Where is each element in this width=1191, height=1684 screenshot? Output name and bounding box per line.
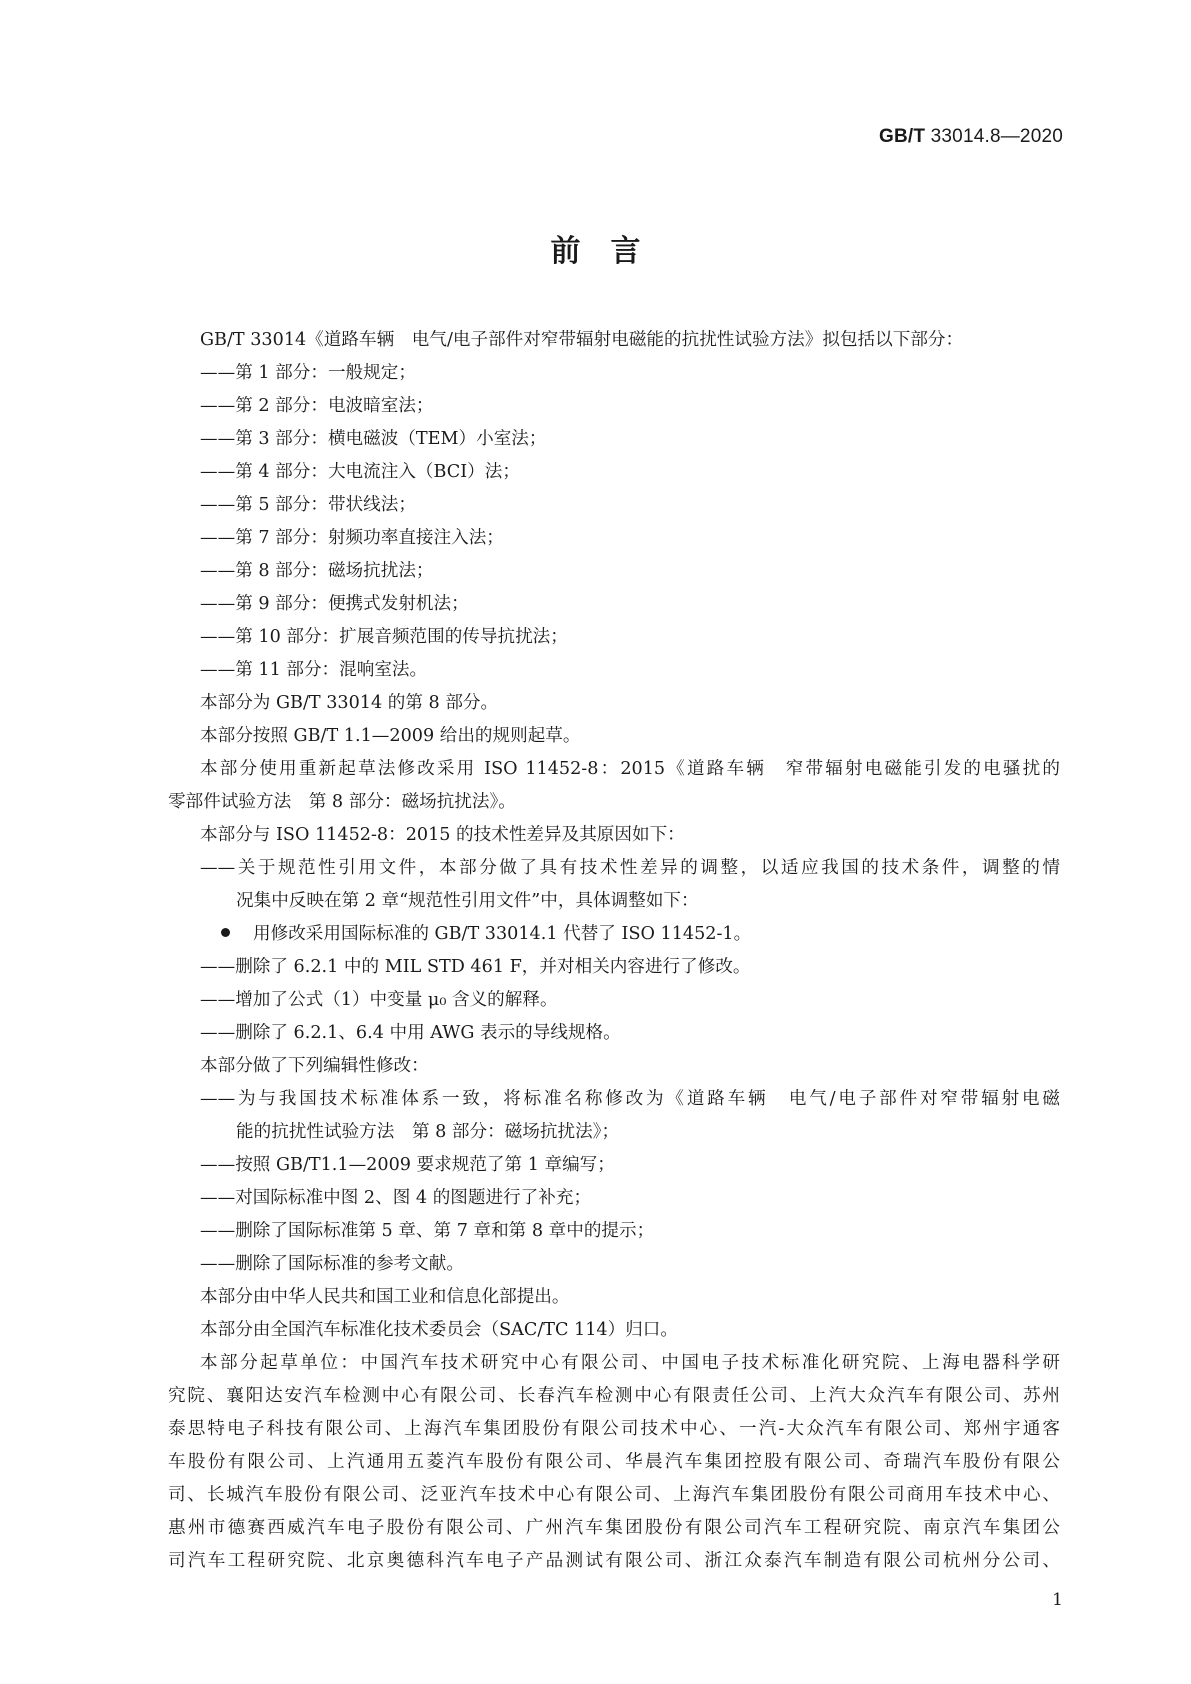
text-line-content: 司汽车工程研究院、北京奥德科汽车电子产品测试有限公司、浙江众泰汽车制造有限公司杭州分公司、 [168, 1551, 1060, 1571]
standard-code [879, 126, 1063, 148]
text-line-content: 车股份有限公司、上汽通用五菱汽车股份有限公司、华晨汽车集团控股有限公司、奇瑞汽车股份有限公 [168, 1452, 1060, 1472]
text-line [168, 489, 1060, 522]
text-line-content: ——第 3 部分：横电磁波（TEM）小室法； [200, 429, 547, 449]
text-line-content: ——对国际标准中图 2、图 4 的图题进行了补充； [200, 1188, 592, 1208]
text-line-content: ——删除了 6.2.1、6.4 中用 AWG 表示的导线规格。 [200, 1023, 621, 1043]
text-line [168, 1413, 1060, 1446]
text-line-content: 本部分由全国汽车标准化技术委员会（SAC/TC 114）归口。 [200, 1320, 678, 1340]
text-line-content: 本部分按照 GB/T 1.1—2009 给出的规则起草。 [200, 726, 581, 746]
text-line [168, 1050, 1060, 1083]
text-line [168, 1446, 1060, 1479]
text-line [168, 555, 1060, 588]
text-line [168, 687, 1060, 720]
text-line [168, 951, 1060, 984]
text-line [168, 1512, 1060, 1545]
text-line-content: 本部分起草单位：中国汽车技术研究中心有限公司、中国电子技术标准化研究院、上海电器科学研 [200, 1353, 1060, 1373]
text-line-content: 本部分与 ISO 11452-8：2015 的技术性差异及其原因如下： [200, 825, 685, 845]
text-line-content: ——增加了公式（1）中变量 μ₀ 含义的解释。 [200, 990, 558, 1010]
text-line-content: 本部分使用重新起草法修改采用 ISO 11452-8：2015《道路车辆 窄带辐射电磁能引发的电骚扰的 [200, 759, 1060, 779]
text-line [168, 1149, 1060, 1182]
text-line-content: ——删除了国际标准第 5 章、第 7 章和第 8 章中的提示； [200, 1221, 655, 1241]
text-line [168, 423, 1060, 456]
text-line [168, 984, 1060, 1017]
text-line-content: 泰思特电子科技有限公司、上海汽车集团股份有限公司技术中心、一汽-大众汽车有限公司、郑州宇通客 [168, 1419, 1060, 1439]
text-line [168, 1479, 1060, 1512]
text-line-content: ——关于规范性引用文件，本部分做了具有技术性差异的调整，以适应我国的技术条件，调整的情 [200, 858, 1060, 878]
page-title: 前 言 [550, 234, 641, 269]
text-line [168, 1248, 1060, 1281]
text-line [168, 1545, 1060, 1578]
foreword-body [168, 324, 1060, 1578]
text-line-content: 司、长城汽车股份有限公司、泛亚汽车技术中心有限公司、上海汽车集团股份有限公司商用车技术中心、 [168, 1485, 1060, 1505]
text-line-content: ——按照 GB/T1.1—2009 要求规范了第 1 章编写； [200, 1155, 615, 1175]
text-line [168, 621, 1060, 654]
text-line-content: 况集中反映在第 2 章“规范性引用文件”中，具体调整如下： [236, 891, 699, 911]
text-line-content: ——第 8 部分：磁场抗扰法； [200, 561, 434, 581]
text-line [168, 1347, 1060, 1380]
text-line [168, 357, 1060, 390]
text-line-content: 零部件试验方法 第 8 部分：磁场抗扰法》。 [168, 792, 516, 812]
text-line [168, 753, 1060, 786]
text-line [168, 885, 1060, 918]
text-line-content: ——删除了国际标准的参考文献。 [200, 1254, 464, 1274]
text-line [168, 522, 1060, 555]
text-line-content: 能的抗扰性试验方法 第 8 部分：磁场抗扰法》； [236, 1122, 620, 1142]
standard-code-number: 33014.8—2020 [930, 126, 1063, 147]
text-line-content: 本部分为 GB/T 33014 的第 8 部分。 [200, 693, 499, 713]
text-line [168, 390, 1060, 423]
text-line [168, 1281, 1060, 1314]
text-line-content: 本部分由中华人民共和国工业和信息化部提出。 [200, 1287, 570, 1307]
text-line [168, 1380, 1060, 1413]
text-line-content: 究院、襄阳达安汽车检测中心有限公司、长春汽车检测中心有限责任公司、上汽大众汽车有限公司、苏州 [168, 1386, 1060, 1406]
text-line-content: ——第 9 部分：便携式发射机法； [200, 594, 469, 614]
text-line [168, 1017, 1060, 1050]
text-line-content: ——第 1 部分：一般规定； [200, 363, 416, 383]
text-line [168, 324, 1060, 357]
text-line [168, 1314, 1060, 1347]
text-line [168, 720, 1060, 753]
text-line [168, 1116, 1060, 1149]
text-line-content: 用修改采用国际标准的 GB/T 33014.1 代替了 ISO 11452-1。 [253, 924, 752, 944]
text-line [168, 819, 1060, 852]
text-line [168, 852, 1060, 885]
text-line-content: ——第 2 部分：电波暗室法； [200, 396, 434, 416]
text-line-content: ——第 7 部分：射频功率直接注入法； [200, 528, 504, 548]
text-line [168, 456, 1060, 489]
text-line-content: ——第 5 部分：带状线法； [200, 495, 416, 515]
text-line-content: 惠州市德赛西威汽车电子股份有限公司、广州汽车集团股份有限公司汽车工程研究院、南京汽车集团公 [168, 1518, 1060, 1538]
standard-code-prefix: GB/T [878, 126, 926, 147]
text-line-content: ——第 10 部分：扩展音频范围的传导抗扰法； [200, 627, 568, 647]
text-line [168, 918, 1060, 951]
text-line [168, 654, 1060, 687]
text-line-content: ——第 4 部分：大电流注入（BCI）法； [200, 462, 520, 482]
text-line-content: ——第 11 部分：混响室法。 [200, 660, 428, 680]
text-line [168, 786, 1060, 819]
text-line-content: 本部分做了下列编辑性修改： [200, 1056, 429, 1076]
text-line-content: GB/T 33014《道路车辆 电气/电子部件对窄带辐射电磁能的抗扰性试验方法》拟包括以下部分： [200, 330, 964, 350]
text-line-content: ——为与我国技术标准体系一致，将标准名称修改为《道路车辆 电气/电子部件对窄带辐射电磁 [200, 1089, 1060, 1109]
bullet-dot-icon [221, 928, 230, 937]
text-line-content: ——删除了 6.2.1 中的 MIL STD 461 F，并对相关内容进行了修改。 [200, 957, 751, 977]
text-line [168, 1215, 1060, 1248]
text-line [168, 588, 1060, 621]
text-line [168, 1182, 1060, 1215]
text-line [168, 1083, 1060, 1116]
page-number: 1 [1052, 1590, 1063, 1610]
